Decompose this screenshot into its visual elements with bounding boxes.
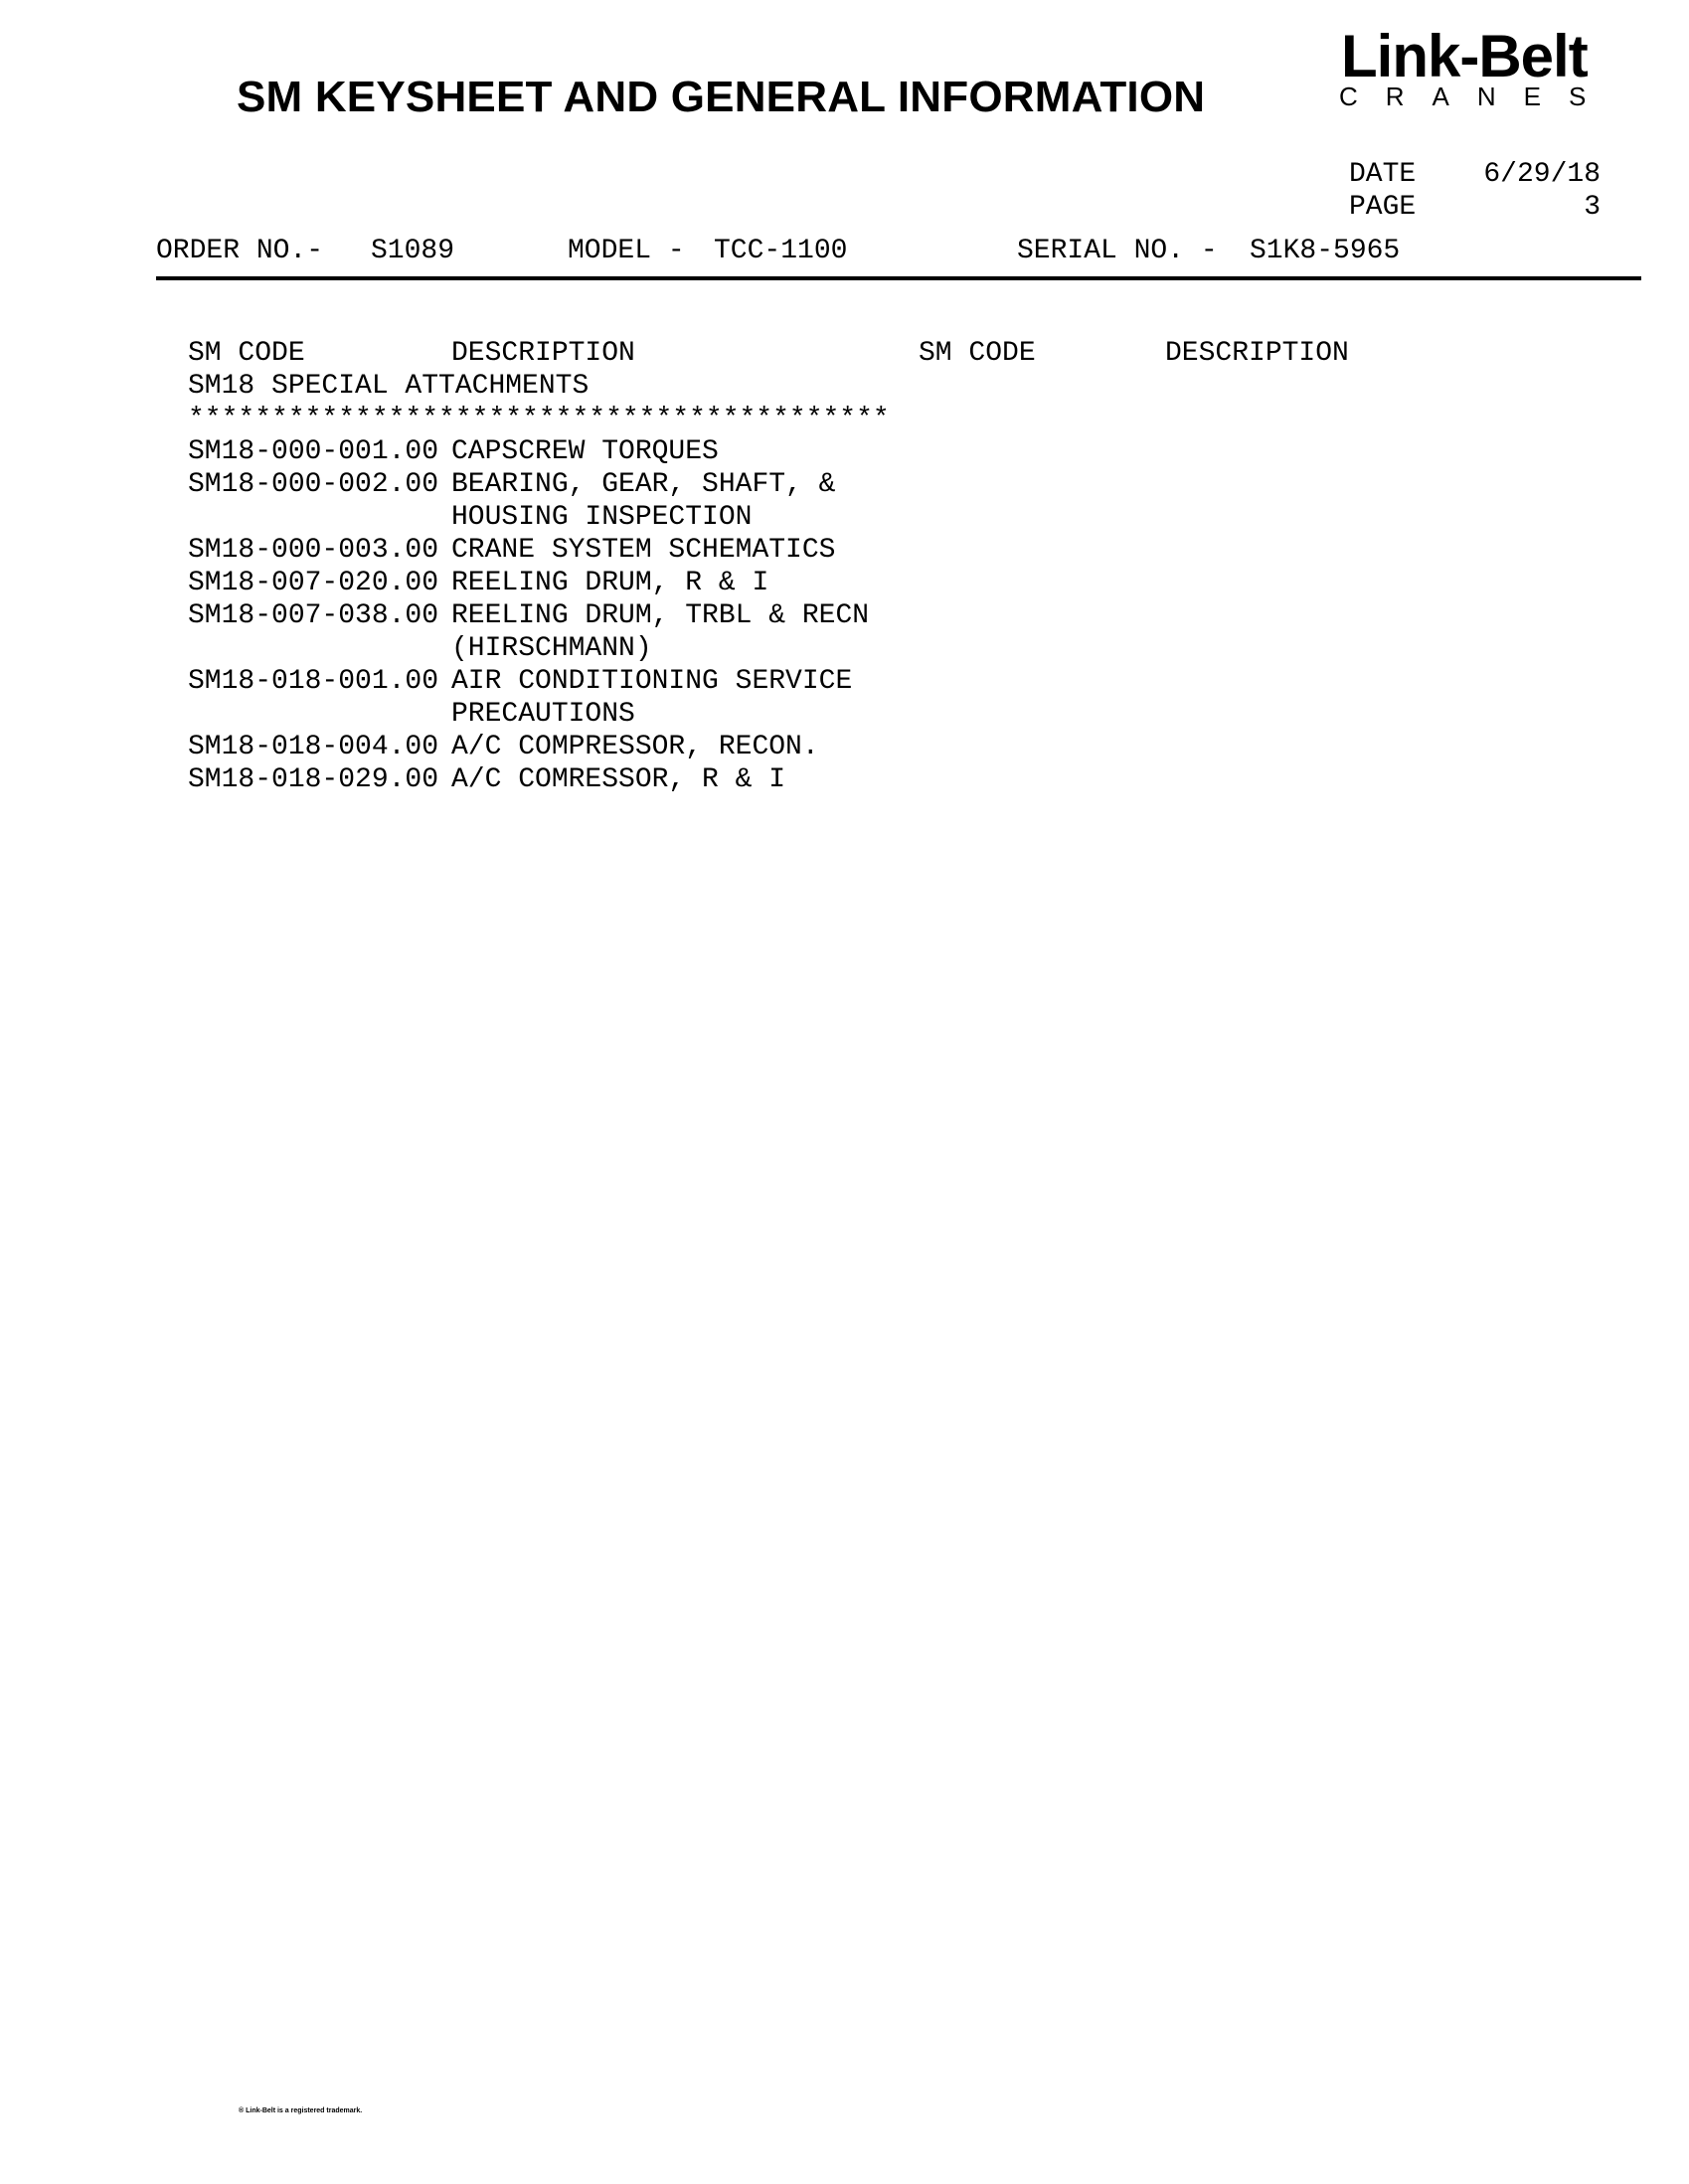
page-number: 3 [1584, 192, 1601, 223]
list-item [188, 665, 1349, 698]
sm-description: BEARING, GEAR, SHAFT, & [451, 469, 836, 500]
page-title: SM KEYSHEET AND GENERAL INFORMATION [237, 73, 1206, 121]
model-value: TCC-1100 [714, 236, 848, 266]
sm-description: PRECAUTIONS [451, 699, 635, 730]
order-label: ORDER NO.- [156, 236, 324, 266]
list-item [188, 599, 1349, 632]
sm-code: SM18-018-029.00 [188, 764, 439, 795]
keysheet-list [188, 337, 1349, 796]
column-header-description: DESCRIPTION [451, 338, 635, 369]
sm-code: SM18-000-002.00 [188, 469, 439, 500]
order-number: S1089 [371, 236, 455, 266]
trademark-note: ® Link-Belt is a registered trademark. [239, 2107, 363, 2114]
column-header-code-right: SM CODE [919, 338, 1036, 369]
section-title: SM18 SPECIAL ATTACHMENTS [188, 371, 590, 402]
sm-code [188, 698, 451, 731]
list-item [188, 468, 1349, 501]
date-label: DATE [1349, 159, 1417, 190]
list-item [188, 435, 1349, 468]
sm-code: SM18-000-001.00 [188, 436, 439, 467]
list-item [188, 698, 1349, 731]
list-item [188, 763, 1349, 796]
sm-description: REELING DRUM, R & I [451, 568, 769, 598]
sm-description: A/C COMRESSOR, R & I [451, 764, 786, 795]
link-belt-logo [1337, 23, 1635, 115]
sm-description: HOUSING INSPECTION [451, 502, 753, 533]
sm-description: CRANE SYSTEM SCHEMATICS [451, 535, 836, 566]
sm-code: SM18-000-003.00 [188, 535, 439, 566]
logo-subtitle: CRANES [1339, 82, 1614, 111]
column-headers [188, 337, 1349, 370]
page-label: PAGE [1349, 192, 1417, 223]
model-label: MODEL - [568, 236, 702, 266]
sm-description: CAPSCREW TORQUES [451, 436, 719, 467]
serial-label: SERIAL NO. - [1017, 236, 1235, 266]
sm-description: REELING DRUM, TRBL & RECN [451, 600, 870, 631]
sm-code [188, 501, 451, 534]
sm-code [188, 632, 451, 665]
list-item [188, 501, 1349, 534]
list-item [188, 534, 1349, 567]
column-header-description-right: DESCRIPTION [1165, 338, 1349, 369]
sm-description: (HIRSCHMANN) [451, 633, 652, 664]
list-item [188, 567, 1349, 599]
entries-list [188, 435, 1349, 796]
sm-code: SM18-007-038.00 [188, 600, 439, 631]
column-header-code: SM CODE [188, 338, 305, 369]
sm-description: AIR CONDITIONING SERVICE [451, 666, 853, 697]
list-item [188, 632, 1349, 665]
sm-code: SM18-018-001.00 [188, 666, 439, 697]
list-item [188, 731, 1349, 763]
date-value: 6/29/18 [1483, 159, 1601, 190]
header-divider [156, 276, 1641, 280]
sm-description: A/C COMPRESSOR, RECON. [451, 732, 819, 762]
serial-number: S1K8-5965 [1250, 236, 1401, 266]
sm-code: SM18-018-004.00 [188, 732, 439, 762]
sm-code: SM18-007-020.00 [188, 568, 439, 598]
logo-wordmark: Link-Belt [1341, 23, 1588, 89]
section-separator: ****************************************** [188, 404, 890, 434]
